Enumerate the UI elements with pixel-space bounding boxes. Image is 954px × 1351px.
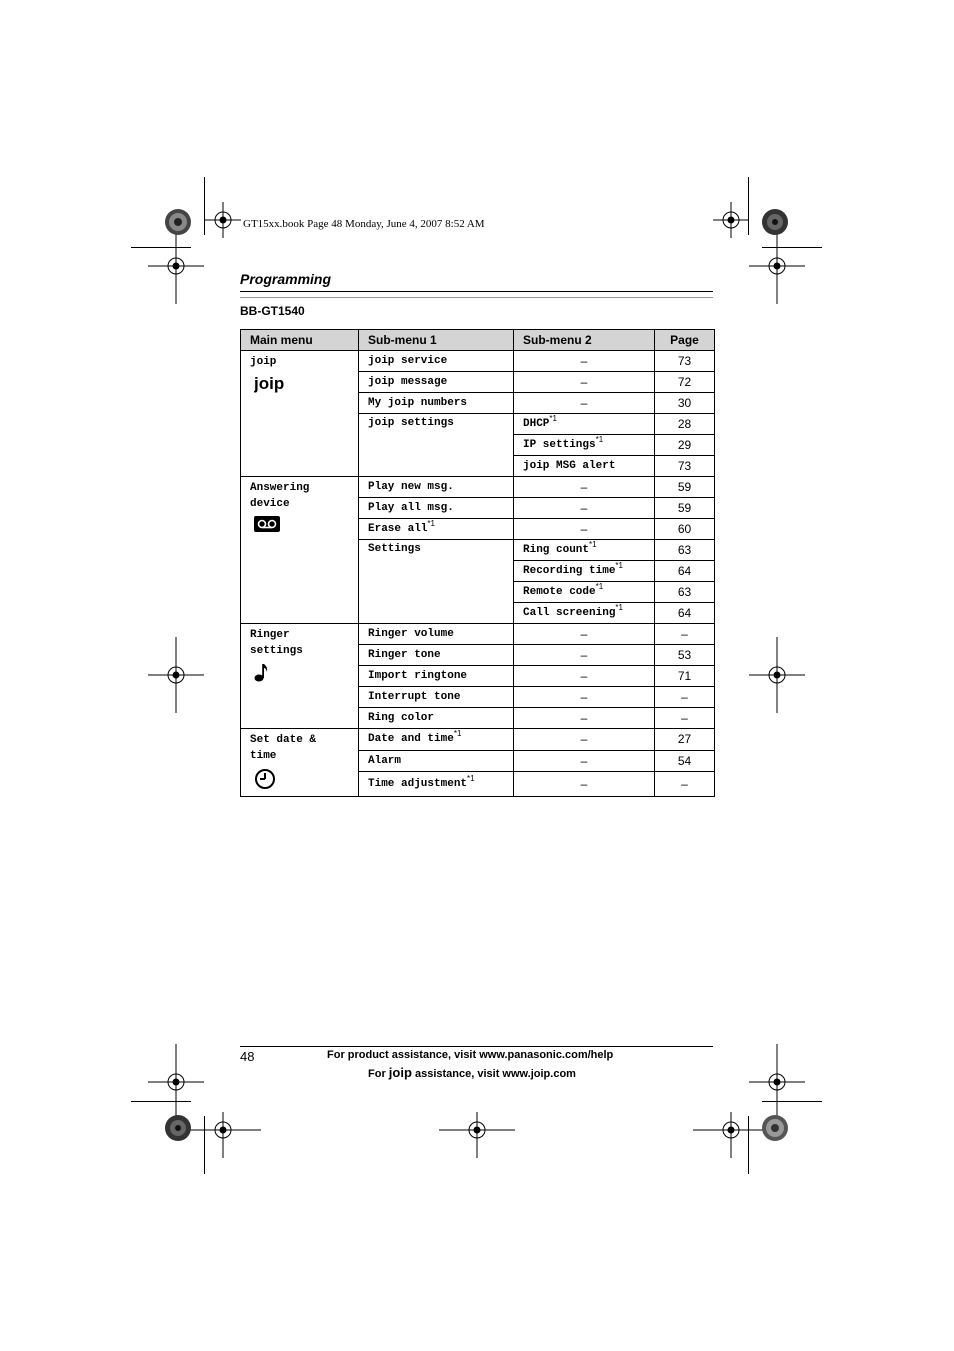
page-cell: 27 bbox=[655, 729, 715, 751]
page-cell: 29 bbox=[655, 435, 715, 456]
file-header: GT15xx.book Page 48 Monday, June 4, 2007 8:52 AM bbox=[243, 218, 485, 230]
table-row bbox=[241, 351, 715, 372]
sub1-cell: Play all msg. bbox=[359, 498, 514, 519]
header-main-menu: Main menu bbox=[241, 330, 359, 351]
footer-joip-line bbox=[368, 1065, 576, 1080]
title-rule-secondary bbox=[240, 297, 713, 298]
sub2-cell bbox=[514, 414, 655, 435]
sub2-cell bbox=[514, 435, 655, 456]
footnote-marker: *1 bbox=[427, 519, 435, 528]
header-sub-menu-1: Sub-menu 1 bbox=[359, 330, 514, 351]
sub1-cell: Interrupt tone bbox=[359, 687, 514, 708]
sub2-cell: – bbox=[514, 708, 655, 729]
clock-icon bbox=[254, 768, 358, 796]
sub2-cell: – bbox=[514, 498, 655, 519]
sub1-label: Time adjustment bbox=[368, 778, 468, 791]
sub2-label: IP settings bbox=[523, 439, 596, 451]
footer-assistance-line: For product assistance, visit www.panasonic.com/help bbox=[327, 1049, 614, 1061]
answering-machine-icon bbox=[254, 516, 358, 538]
sub1-cell: Ringer tone bbox=[359, 645, 514, 666]
footer-suffix: assistance, visit www.joip.com bbox=[414, 1068, 576, 1080]
page-cell: 59 bbox=[655, 477, 715, 498]
joip-brand: joip bbox=[388, 1065, 412, 1080]
sub1-cell: Ringer volume bbox=[359, 624, 514, 645]
page-cell: 54 bbox=[655, 750, 715, 772]
sub1-label: Date and time bbox=[368, 733, 454, 746]
sub1-cell: joip message bbox=[359, 372, 514, 393]
sub2-cell: – bbox=[514, 645, 655, 666]
sub1-cell: joip service bbox=[359, 351, 514, 372]
sub2-cell bbox=[514, 582, 655, 603]
sub2-cell bbox=[514, 540, 655, 561]
sub2-cell: – bbox=[514, 372, 655, 393]
page-number: 48 bbox=[240, 1049, 255, 1064]
footer-rule bbox=[240, 1046, 713, 1047]
sub2-cell: – bbox=[514, 750, 655, 772]
sub2-label: DHCP bbox=[523, 418, 550, 430]
footnote-marker: *1 bbox=[595, 435, 604, 444]
footnote-marker: *1 bbox=[467, 774, 475, 784]
sub1-cell: Play new msg. bbox=[359, 477, 514, 498]
sub1-cell: My joip numbers bbox=[359, 393, 514, 414]
sub1-cell bbox=[359, 519, 514, 540]
section-title: Programming bbox=[240, 271, 332, 287]
page-cell: 59 bbox=[655, 498, 715, 519]
page-cell: 64 bbox=[655, 561, 715, 582]
page-cell: – bbox=[655, 772, 715, 797]
page-cell: 73 bbox=[655, 351, 715, 372]
sub2-cell: – bbox=[514, 624, 655, 645]
sub2-cell: – bbox=[514, 772, 655, 797]
sub1-cell: Import ringtone bbox=[359, 666, 514, 687]
sub1-label: Erase all bbox=[368, 523, 428, 535]
sub2-cell: – bbox=[514, 351, 655, 372]
sub1-cell: Alarm bbox=[359, 750, 514, 772]
page-cell: 30 bbox=[655, 393, 715, 414]
sub2-cell bbox=[514, 561, 655, 582]
sub2-cell: – bbox=[514, 729, 655, 751]
main-menu-ringer-settings bbox=[241, 624, 359, 729]
page-cell: 63 bbox=[655, 540, 715, 561]
page-cell: – bbox=[655, 624, 715, 645]
sub2-label: Call screening bbox=[523, 607, 616, 619]
sub1-cell bbox=[359, 772, 514, 797]
page-cell: 28 bbox=[655, 414, 715, 435]
page-cell: 53 bbox=[655, 645, 715, 666]
footnote-marker: *1 bbox=[589, 540, 597, 549]
sub1-cell bbox=[359, 729, 514, 751]
footer-prefix: For bbox=[368, 1068, 386, 1080]
sub1-cell: joip settings bbox=[359, 414, 514, 477]
main-menu-label: Ringer settings bbox=[250, 629, 303, 657]
sub2-cell: joip MSG alert bbox=[514, 456, 655, 477]
page-cell: 71 bbox=[655, 666, 715, 687]
main-menu-label: Set date & time bbox=[250, 734, 317, 762]
footnote-marker: *1 bbox=[549, 414, 557, 423]
sub2-label: Ring count bbox=[523, 544, 590, 556]
main-menu-label: Answering device bbox=[250, 482, 310, 510]
sub1-cell: Ring color bbox=[359, 708, 514, 729]
main-menu-label: joip bbox=[250, 356, 277, 368]
main-menu-set-date-time bbox=[241, 729, 359, 797]
sub2-cell: – bbox=[514, 519, 655, 540]
joip-logo-icon bbox=[254, 374, 358, 400]
page-cell: 63 bbox=[655, 582, 715, 603]
sub2-cell: – bbox=[514, 666, 655, 687]
page-cell: 73 bbox=[655, 456, 715, 477]
sub2-cell: – bbox=[514, 477, 655, 498]
header-page: Page bbox=[655, 330, 715, 351]
table-row bbox=[241, 729, 715, 751]
page-cell: 60 bbox=[655, 519, 715, 540]
footnote-marker: *1 bbox=[595, 582, 604, 591]
table-row bbox=[241, 624, 715, 645]
sub1-cell: Settings bbox=[359, 540, 514, 624]
footnote-marker: *1 bbox=[615, 561, 623, 570]
table-header-row bbox=[241, 330, 715, 351]
header-sub-menu-2: Sub-menu 2 bbox=[514, 330, 655, 351]
music-note-icon bbox=[254, 663, 358, 689]
sub2-cell: – bbox=[514, 687, 655, 708]
sub2-cell: – bbox=[514, 393, 655, 414]
footnote-marker: *1 bbox=[615, 603, 623, 612]
sub2-cell bbox=[514, 603, 655, 624]
page-cell: 64 bbox=[655, 603, 715, 624]
page-cell: – bbox=[655, 687, 715, 708]
title-rule bbox=[240, 291, 713, 292]
footnote-marker: *1 bbox=[453, 729, 462, 739]
main-menu-answering-device bbox=[241, 477, 359, 624]
main-menu-joip bbox=[241, 351, 359, 477]
table-row bbox=[241, 477, 715, 498]
menu-table bbox=[240, 329, 715, 797]
sub2-label: Recording time bbox=[523, 565, 616, 577]
page-cell: – bbox=[655, 708, 715, 729]
svg-text:joip: joip bbox=[254, 374, 285, 393]
sub2-label: Remote code bbox=[523, 586, 596, 598]
page-cell: 72 bbox=[655, 372, 715, 393]
model-heading: BB-GT1540 bbox=[240, 304, 305, 318]
